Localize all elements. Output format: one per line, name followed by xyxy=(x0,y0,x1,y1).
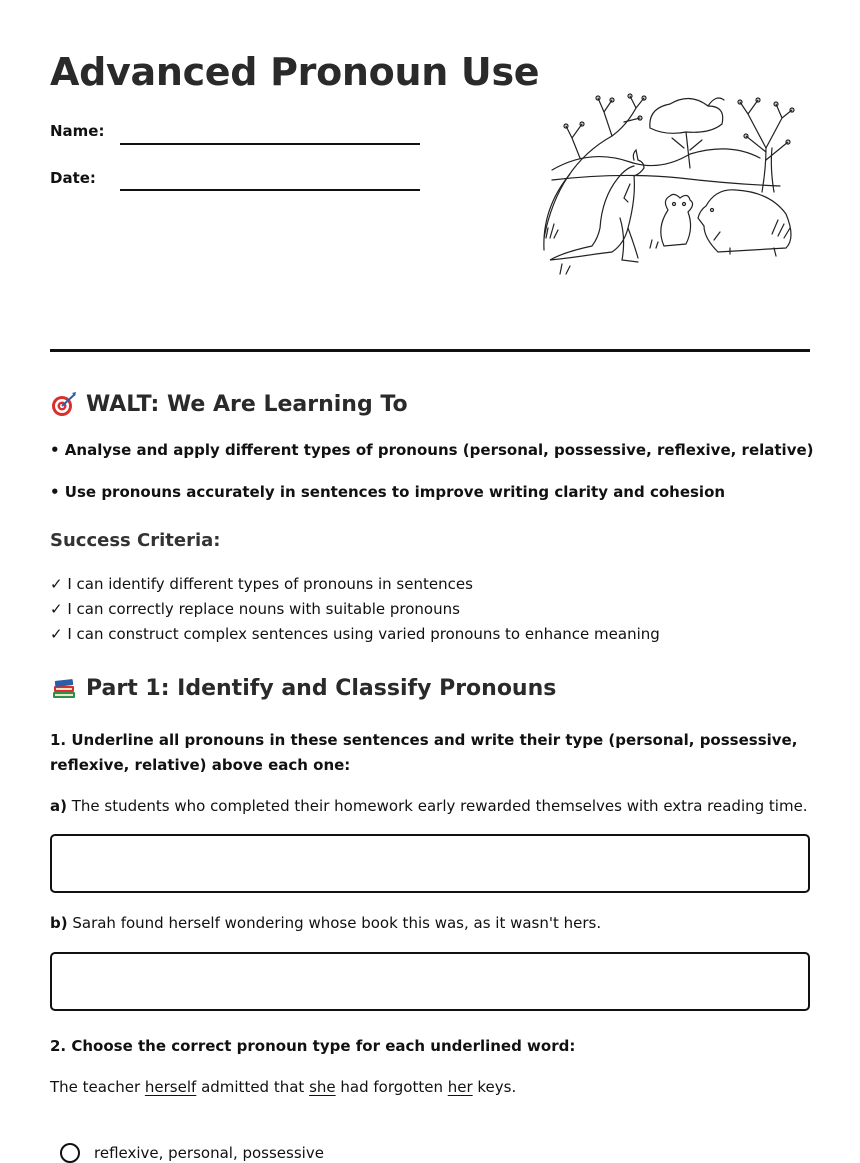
sentence-text: admitted that xyxy=(196,1078,310,1096)
sentence-a-label: a) xyxy=(50,797,67,815)
question-2-prompt: 2. Choose the correct pronoun type for each underlined word: xyxy=(50,1037,576,1055)
books-icon xyxy=(50,674,78,702)
header-divider xyxy=(50,349,810,352)
date-line[interactable] xyxy=(120,189,420,191)
part1-heading-text: Part 1: Identify and Classify Pronouns xyxy=(86,675,557,701)
option-1[interactable] xyxy=(60,1143,324,1163)
sentence-a-text: The students who completed their homework early rewarded themselves with extra reading time. xyxy=(66,797,808,815)
walt-heading-text: WALT: We Are Learning To xyxy=(86,391,408,417)
underlined-word: she xyxy=(309,1078,336,1096)
sentence-text: The teacher xyxy=(50,1078,145,1096)
part1-heading xyxy=(50,674,556,702)
option-1-label: reflexive, personal, possessive xyxy=(94,1144,324,1162)
walt-point-2: • Use pronouns accurately in sentences to improve writing clarity and cohesion xyxy=(50,483,726,501)
sentence-b-label: b) xyxy=(50,914,68,932)
worksheet-title: Advanced Pronoun Use xyxy=(50,50,540,94)
underlined-word: herself xyxy=(144,1078,197,1096)
sentence-b xyxy=(50,914,601,932)
sentence-text: had forgotten xyxy=(335,1078,448,1096)
walt-point-1: • Analyse and apply different types of pronouns (personal, possessive, reflexive, relative) xyxy=(50,441,814,459)
name-line[interactable] xyxy=(120,143,420,145)
australian-animals-illustration xyxy=(540,88,802,284)
target-icon xyxy=(50,390,78,418)
date-label: Date: xyxy=(50,169,96,187)
criteria-item: ✓ I can identify different types of pronouns in sentences xyxy=(50,575,473,593)
answer-box-b[interactable] xyxy=(50,952,810,1011)
criteria-item: ✓ I can construct complex sentences using varied pronouns to enhance meaning xyxy=(50,625,660,643)
option-1-radio[interactable] xyxy=(60,1143,80,1163)
underlined-word: her xyxy=(447,1078,473,1096)
name-label: Name: xyxy=(50,122,105,140)
success-criteria-list xyxy=(50,572,660,647)
question-1-prompt: 1. Underline all pronouns in these sentences and write their type (personal, possessive, reflexive, relative) above each one: xyxy=(50,731,798,774)
answer-box-a[interactable] xyxy=(50,834,810,893)
sentence-b-text: Sarah found herself wondering whose book this was, as it wasn't hers. xyxy=(67,914,602,932)
criteria-item: ✓ I can correctly replace nouns with suitable pronouns xyxy=(50,600,460,618)
success-criteria-heading: Success Criteria: xyxy=(50,530,221,551)
sentence-a xyxy=(50,797,808,815)
walt-heading xyxy=(50,390,408,418)
sentence-text: keys. xyxy=(472,1078,517,1096)
question-2-sentence xyxy=(50,1078,516,1096)
